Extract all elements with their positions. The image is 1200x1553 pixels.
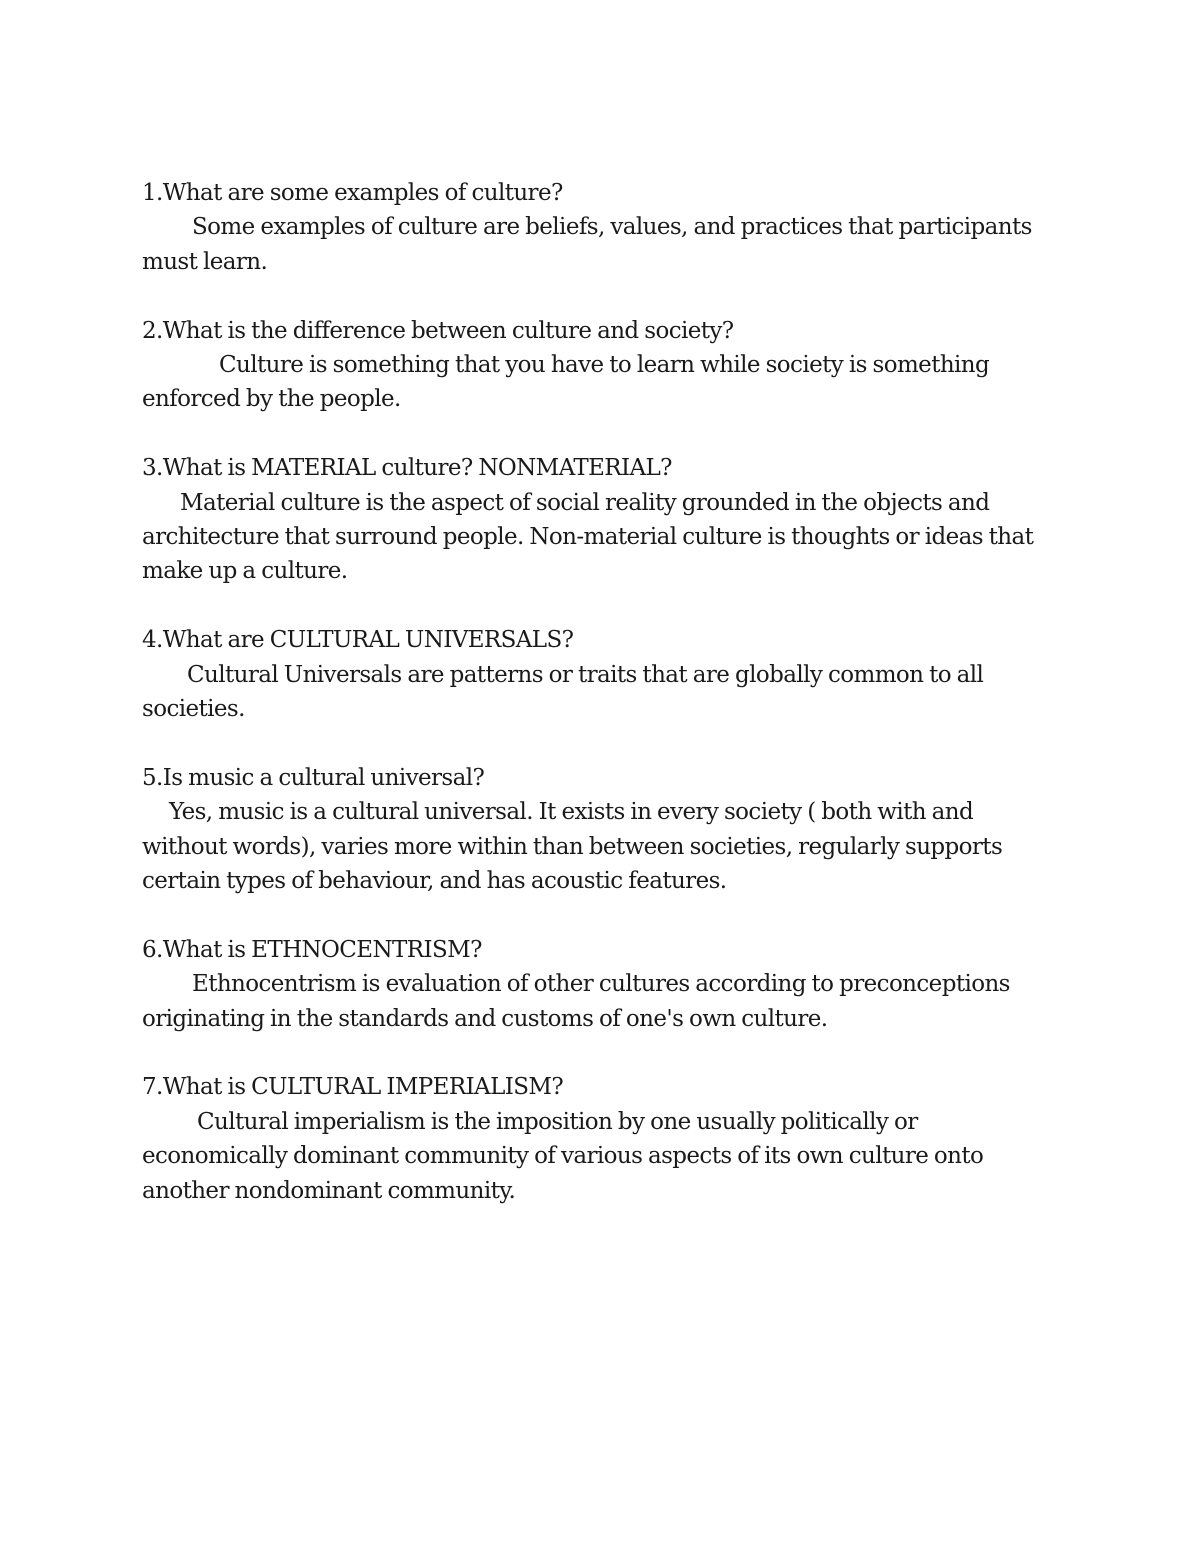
qa-item-4 bbox=[142, 623, 1062, 726]
answer-2 bbox=[142, 348, 1062, 417]
answer-7 bbox=[142, 1105, 1062, 1208]
document-body bbox=[142, 176, 1062, 1242]
answer-1 bbox=[142, 210, 1062, 279]
question-3: 3.What is MATERIAL culture? NONMATERIAL? bbox=[142, 455, 672, 482]
question-7: 7.What is CULTURAL IMPERIALISM? bbox=[142, 1074, 564, 1101]
qa-item-5 bbox=[142, 761, 1062, 899]
qa-item-6 bbox=[142, 933, 1062, 1036]
question-6: 6.What is ETHNOCENTRISM? bbox=[142, 936, 482, 963]
answer-6 bbox=[142, 967, 1062, 1036]
qa-item-1 bbox=[142, 176, 1062, 279]
answer-7-text: Cultural imperialism is the imposition by one usually politically or economically dominant community of various aspects of its own culture onto another nondominant community. bbox=[142, 1108, 984, 1204]
answer-3-text: Material culture is the aspect of social reality grounded in the objects and architecture that surround people. Non-material culture is thoughts or ideas that make up a culture. bbox=[142, 489, 1034, 585]
question-5: 5.Is music a cultural universal? bbox=[142, 764, 485, 791]
answer-5-text: Yes, music is a cultural universal. It exists in every society ( both with and without words), varies more within than between societies, regularly supports certain types of behaviour, and has acoustic features. bbox=[142, 799, 1003, 895]
answer-4 bbox=[142, 658, 1062, 727]
question-1: 1.What are some examples of culture? bbox=[142, 180, 563, 206]
question-4: 4.What are CULTURAL UNIVERSALS? bbox=[142, 627, 574, 654]
answer-6-text: Ethnocentrism is evaluation of other cultures according to preconceptions originating in the standards and customs of one's own culture. bbox=[142, 971, 1010, 1032]
answer-1-text: Some examples of culture are beliefs, values, and practices that participants must learn. bbox=[142, 214, 1032, 275]
answer-4-text: Cultural Universals are patterns or traits that are globally common to all societies. bbox=[142, 661, 984, 723]
qa-item-7 bbox=[142, 1070, 1062, 1208]
qa-item-2 bbox=[142, 314, 1062, 417]
answer-5 bbox=[142, 795, 1062, 898]
answer-3 bbox=[142, 486, 1062, 589]
question-2: 2.What is the difference between culture and society? bbox=[142, 317, 734, 344]
answer-2-text: Culture is something that you have to learn while society is something enforced by the people. bbox=[142, 352, 990, 413]
qa-item-3 bbox=[142, 451, 1062, 589]
